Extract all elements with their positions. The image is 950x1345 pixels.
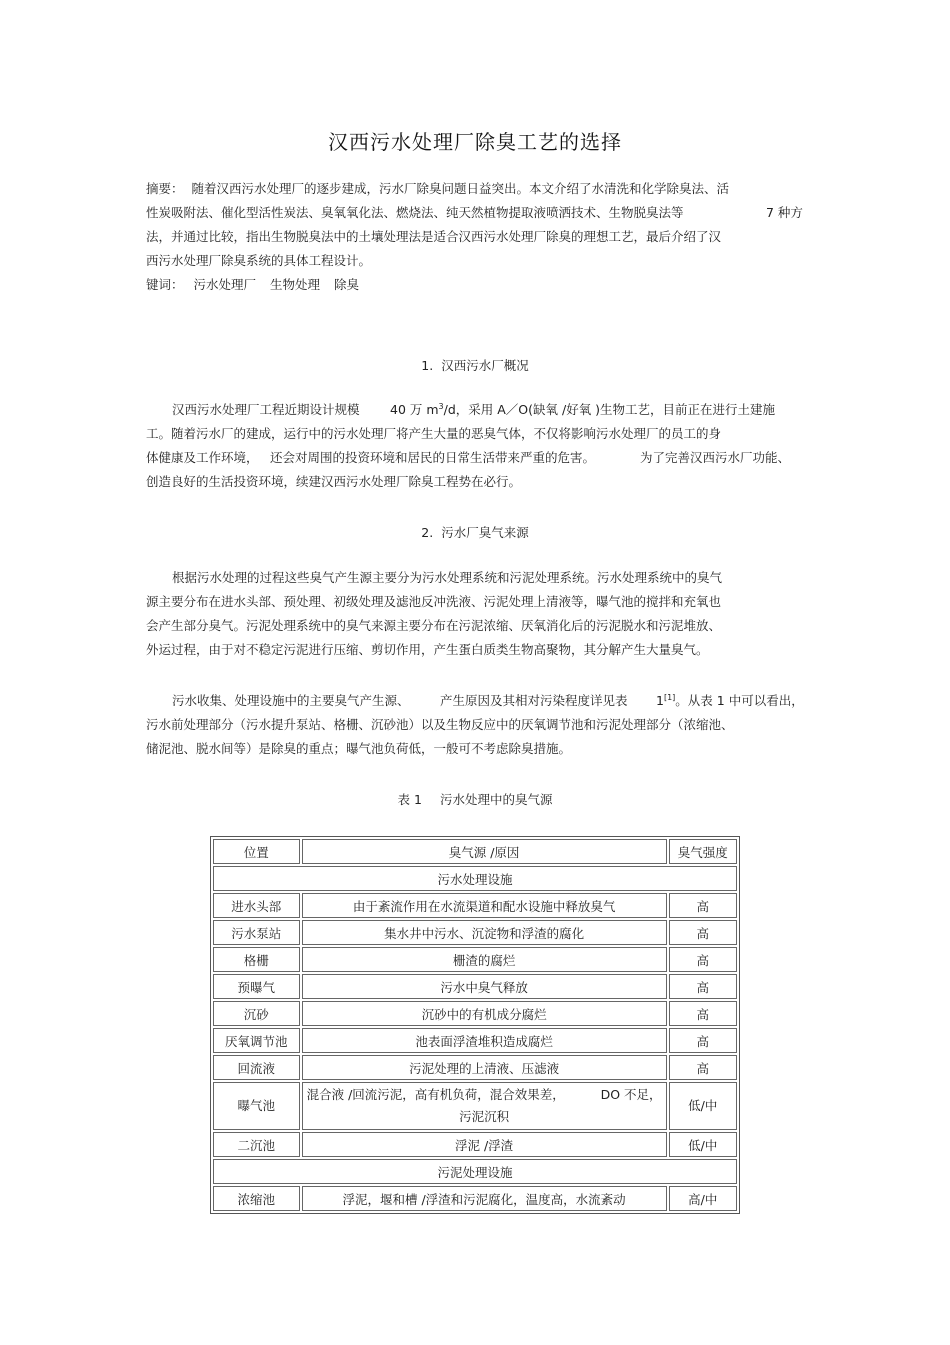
s2-p2-line-3: 储泥池、脱水间等）是除臭的重点；曝气池负荷低，一般可不考虑除臭措施。 bbox=[146, 741, 572, 756]
s2-citation[interactable]: [1] bbox=[663, 692, 676, 702]
table-caption-number: 表 1 bbox=[397, 792, 422, 807]
cell-location: 二沉池 bbox=[213, 1132, 300, 1157]
cell-strength: 高 bbox=[669, 893, 737, 918]
s1-text-1-rest bbox=[390, 398, 775, 422]
section-1-number: 1. bbox=[421, 358, 434, 373]
abstract bbox=[146, 177, 806, 297]
table-header-row bbox=[213, 839, 737, 864]
abstract-text-2-tail: 7 种方 bbox=[766, 205, 803, 220]
header-strength: 臭气强度 bbox=[669, 839, 737, 864]
s1-text-1c: /d，采用 A／O(缺氧 /好氧 )生物工艺，目前正在进行土建施 bbox=[443, 402, 776, 417]
cell-strength: 高 bbox=[669, 920, 737, 945]
s1-text-3b: 还会对周围的投资环境和居民的日常生活带来严重的危害。 bbox=[270, 450, 596, 465]
cell-location: 预曝气 bbox=[213, 974, 300, 999]
section-2-title: 污水厂臭气来源 bbox=[441, 525, 529, 540]
s2-p2-text-1a: 污水收集、处理设施中的主要臭气产生源、 bbox=[172, 693, 410, 708]
section-1-paragraph bbox=[146, 398, 806, 494]
s2-p2-text-1-tail bbox=[656, 689, 804, 713]
section-2-paragraph-2 bbox=[146, 689, 806, 761]
table-caption bbox=[0, 790, 950, 808]
odor-source-table bbox=[210, 836, 740, 1214]
table-row-aeration bbox=[213, 1082, 737, 1130]
cell-strength: 低/中 bbox=[669, 1082, 737, 1130]
section-1-heading bbox=[0, 356, 950, 374]
cell-source: 池表面浮渣堆积造成腐烂 bbox=[302, 1028, 667, 1053]
s1-line-2: 工。随着污水厂的建成，运行中的污水处理厂将产生大量的恶臭气体，不仅将影响污水处理厂的员工的身 bbox=[146, 426, 722, 441]
s2-p2-line-1 bbox=[146, 689, 806, 713]
table-group-row bbox=[213, 1159, 737, 1184]
cell-strength: 高/中 bbox=[669, 1186, 737, 1211]
s1-text-3a: 体健康及工作环境， bbox=[146, 450, 259, 465]
abstract-line-2 bbox=[146, 201, 806, 225]
cell-strength: 高 bbox=[669, 1055, 737, 1080]
cell-location: 沉砂 bbox=[213, 1001, 300, 1026]
cell-location: 污水泵站 bbox=[213, 920, 300, 945]
abstract-line-1 bbox=[146, 177, 806, 201]
s2-p1-line-1: 根据污水处理的过程这些臭气产生源主要分为污水处理系统和污泥处理系统。污水处理系统中的臭气 bbox=[172, 570, 723, 585]
s1-superscript: 3 bbox=[438, 401, 444, 411]
cell-strength: 低/中 bbox=[669, 1132, 737, 1157]
keywords-label: 键词： bbox=[146, 277, 184, 292]
cell-source bbox=[302, 1082, 667, 1130]
paper-title: 汉西污水处理厂除臭工艺的选择 bbox=[328, 130, 622, 154]
table-row bbox=[213, 947, 737, 972]
keyword-3: 除臭 bbox=[334, 277, 360, 292]
s2-p1-line-3: 会产生部分臭气。污泥处理系统中的臭气来源主要分布在污泥浓缩、厌氧消化后的污泥脱水和污泥堆放、 bbox=[146, 618, 722, 633]
s2-p1-line-4: 外运过程，由于对不稳定污泥进行压缩、剪切作用，产生蛋白质类生物高聚物，其分解产生大量臭气。 bbox=[146, 642, 709, 657]
table-row bbox=[213, 920, 737, 945]
table-row bbox=[213, 893, 737, 918]
cell-location: 进水头部 bbox=[213, 893, 300, 918]
group-sewage-facilities: 污水处理设施 bbox=[213, 866, 737, 891]
table-row bbox=[213, 1001, 737, 1026]
cell-location: 格栅 bbox=[213, 947, 300, 972]
cell-source: 沉砂中的有机成分腐烂 bbox=[302, 1001, 667, 1026]
keywords bbox=[146, 273, 806, 297]
cell-source: 浮泥 /浮渣 bbox=[302, 1132, 667, 1157]
s2-p2-line-2: 污水前处理部分（污水提升泵站、格栅、沉砂池）以及生物反应中的厌氧调节池和污泥处理部分（浓缩池、 bbox=[146, 717, 734, 732]
cell-location: 曝气池 bbox=[213, 1082, 300, 1130]
s2-p1-line-2: 源主要分布在进水头部、预处理、初级处理及滤池反冲洗液、污泥处理上清液等，曝气池的搅拌和充氧也 bbox=[146, 594, 722, 609]
cell-strength: 高 bbox=[669, 1028, 737, 1053]
keyword-2: 生物处理 bbox=[270, 277, 321, 292]
table-row bbox=[213, 1186, 737, 1211]
table-row bbox=[213, 974, 737, 999]
cell-location: 浓缩池 bbox=[213, 1186, 300, 1211]
s2-p2-table-ref: 1 bbox=[656, 693, 664, 708]
table-row bbox=[213, 1055, 737, 1080]
cell-source: 集水井中污水、沉淀物和浮渣的腐化 bbox=[302, 920, 667, 945]
s1-line-1 bbox=[146, 398, 806, 422]
cell-location: 回流液 bbox=[213, 1055, 300, 1080]
table-group-row bbox=[213, 866, 737, 891]
table-row bbox=[213, 1028, 737, 1053]
abstract-label: 摘要： bbox=[146, 181, 184, 196]
cell-strength: 高 bbox=[669, 1001, 737, 1026]
header-location: 位置 bbox=[213, 839, 300, 864]
header-source: 臭气源 /原因 bbox=[302, 839, 667, 864]
cell-source: 污泥处理的上清液、压滤液 bbox=[302, 1055, 667, 1080]
s1-text-1b: 40 万 m bbox=[390, 402, 439, 417]
section-2-heading bbox=[0, 523, 950, 541]
cell-source: 栅渣的腐烂 bbox=[302, 947, 667, 972]
section-2-number: 2. bbox=[421, 525, 434, 540]
s1-text-1a: 汉西污水处理厂工程近期设计规模 bbox=[172, 402, 360, 417]
keyword-1: 污水处理厂 bbox=[193, 277, 257, 292]
abstract-line-3: 法，并通过比较，指出生物脱臭法中的土壤处理法是适合汉西污水处理厂除臭的理想工艺，最后介绍了汉 bbox=[146, 229, 722, 244]
cell-source: 污水中臭气释放 bbox=[302, 974, 667, 999]
abstract-text-2: 性炭吸附法、催化型活性炭法、臭氧氧化法、燃烧法、纯天然植物提取液喷洒技术、生物脱臭法等 bbox=[146, 205, 684, 220]
s1-line-3 bbox=[146, 446, 806, 470]
cell-source: 由于紊流作用在水流渠道和配水设施中释放臭气 bbox=[302, 893, 667, 918]
table-caption-title: 污水处理中的臭气源 bbox=[439, 792, 553, 807]
cell-source: 浮泥，堰和槽 /浮渣和污泥腐化，温度高，水流紊动 bbox=[302, 1186, 667, 1211]
cell-location: 厌氧调节池 bbox=[213, 1028, 300, 1053]
group-sludge-facilities: 污泥处理设施 bbox=[213, 1159, 737, 1184]
cell-strength: 高 bbox=[669, 974, 737, 999]
section-1-title: 汉西污水厂概况 bbox=[441, 358, 529, 373]
cell-strength: 高 bbox=[669, 947, 737, 972]
abstract-text-1: 随着汉西污水处理厂的逐步建成，污水厂除臭问题日益突出。本文介绍了水清洗和化学除臭法、活 bbox=[191, 181, 729, 196]
s1-text-3c: 为了完善汉西污水厂功能、 bbox=[640, 450, 791, 465]
cell-source-line-1: 混合液 /回流污泥，高有机负荷，混合效果差， DO 不足， bbox=[306, 1087, 662, 1102]
s1-line-4: 创造良好的生活投资环境，续建汉西污水处理厂除臭工程势在必行。 bbox=[146, 474, 522, 489]
s2-p2-text-1d: 。从表 1 中可以看出， bbox=[675, 693, 804, 708]
s2-p2-text-1b: 产生原因及其相对污染程度详见表 bbox=[440, 693, 628, 708]
section-2-paragraph-1 bbox=[146, 566, 806, 662]
table-row bbox=[213, 1132, 737, 1157]
cell-source-line-2: 污泥沉积 bbox=[459, 1109, 510, 1124]
abstract-line-4: 西污水处理厂除臭系统的具体工程设计。 bbox=[146, 253, 372, 268]
